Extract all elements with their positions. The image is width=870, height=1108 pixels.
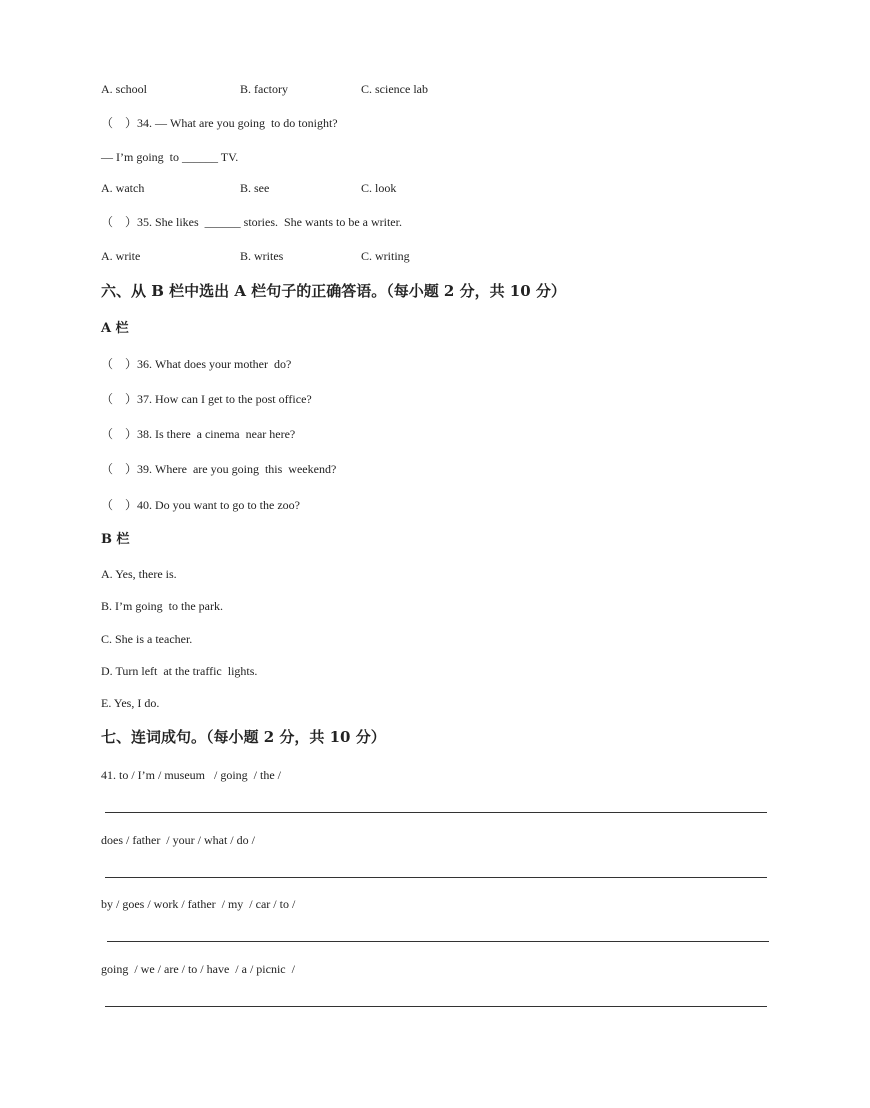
q34-option-a: A. watch bbox=[101, 181, 145, 195]
section6-a-item: （ ）40. Do you want to go to the zoo? bbox=[101, 498, 300, 512]
section6-heading: 六、从 B 栏中选出 A 栏句子的正确答语。（每小题 2 分，共 10 分） bbox=[101, 282, 566, 300]
q34-option-c: C. look bbox=[361, 181, 397, 195]
section6-b-item: D. Turn left at the traffic lights. bbox=[101, 664, 258, 678]
section6-b-item: A. Yes, there is. bbox=[101, 567, 177, 581]
answer-line[interactable] bbox=[105, 877, 767, 878]
section6-b-item: B. I’m going to the park. bbox=[101, 599, 223, 613]
q33-option-b: B. factory bbox=[240, 82, 288, 96]
q34-answer: — I’m going to ______ TV. bbox=[101, 150, 239, 164]
section6-a-label: A 栏 bbox=[101, 321, 129, 336]
section7-item: 41. to / I’m / museum / going / the / bbox=[101, 768, 281, 782]
section6-b-item: E. Yes, I do. bbox=[101, 696, 160, 710]
q33-option-a: A. school bbox=[101, 82, 147, 96]
section6-a-item: （ ）36. What does your mother do? bbox=[101, 357, 292, 371]
q35-option-a: A. write bbox=[101, 249, 141, 263]
q35-option-c: C. writing bbox=[361, 249, 410, 263]
section6-a-item: （ ）39. Where are you going this weekend? bbox=[101, 462, 337, 476]
answer-line[interactable] bbox=[107, 941, 769, 942]
q34-question: （ ）34. — What are you going to do tonight? bbox=[101, 116, 338, 130]
answer-line[interactable] bbox=[105, 812, 767, 813]
section7-heading: 七、连词成句。（每小题 2 分，共 10 分） bbox=[101, 728, 386, 746]
q33-option-c: C. science lab bbox=[361, 82, 428, 96]
section6-b-label: B 栏 bbox=[101, 532, 130, 547]
q35-option-b: B. writes bbox=[240, 249, 284, 263]
answer-line[interactable] bbox=[105, 1006, 767, 1007]
section7-item: by / goes / work / father / my / car / to / bbox=[101, 897, 296, 911]
q34-option-b: B. see bbox=[240, 181, 270, 195]
section7-item: does / father / your / what / do / bbox=[101, 833, 255, 847]
section6-a-item: （ ）38. Is there a cinema near here? bbox=[101, 427, 296, 441]
section6-a-item: （ ）37. How can I get to the post office? bbox=[101, 392, 312, 406]
section6-b-item: C. She is a teacher. bbox=[101, 632, 193, 646]
q35-question: （ ）35. She likes ______ stories. She wants to be a writer. bbox=[101, 215, 402, 229]
section7-item: going / we / are / to / have / a / picnic / bbox=[101, 962, 295, 976]
